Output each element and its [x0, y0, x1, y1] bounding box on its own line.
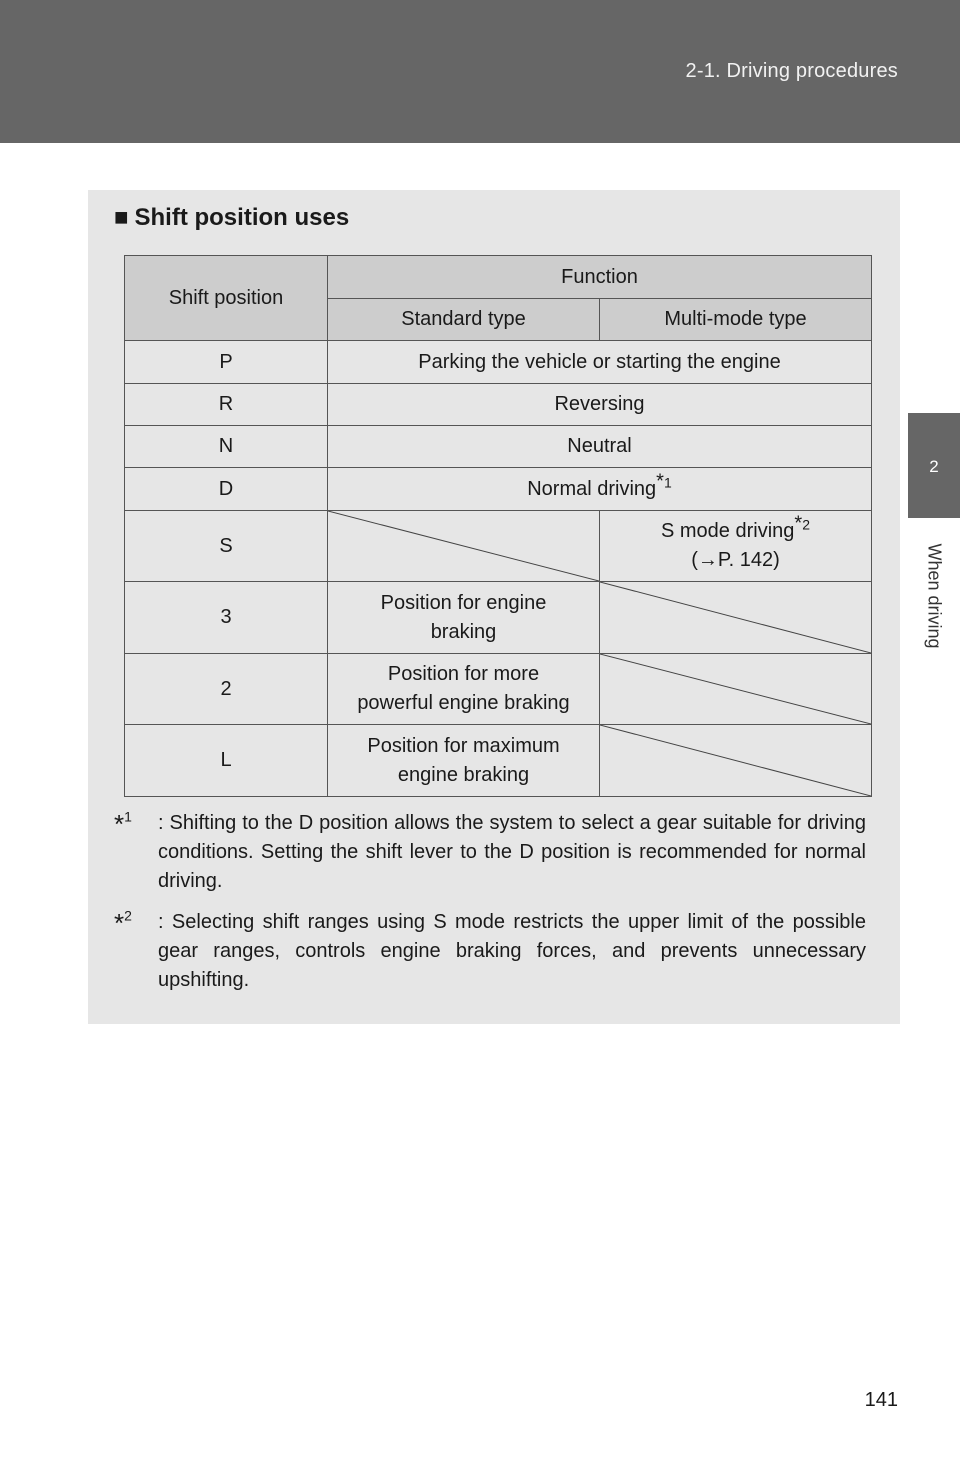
square-bullet-icon: ■: [114, 204, 129, 231]
section-breadcrumb: 2-1. Driving procedures: [685, 60, 898, 82]
position-cell: 2: [125, 654, 328, 725]
chapter-label: When driving: [924, 543, 945, 649]
position-cell: P: [125, 341, 328, 384]
function-cell: Reversing: [328, 384, 872, 426]
table-row: [125, 725, 872, 797]
header-function: Function: [328, 256, 872, 299]
diagonal-strike: [328, 511, 599, 581]
function-cell: Position for maximum engine braking: [328, 725, 600, 797]
header-standard-type: Standard type: [328, 299, 600, 341]
table-row: [125, 654, 872, 725]
not-applicable-cell: [600, 654, 872, 725]
header-multimode-type: Multi-mode type: [600, 299, 872, 341]
footnote-asterisk: *: [656, 469, 664, 492]
diagonal-strike: [600, 725, 871, 796]
header-bar: [0, 0, 960, 143]
not-applicable-cell: [600, 582, 872, 654]
footnote-marker: *$^1$: [114, 808, 132, 839]
position-cell: N: [125, 426, 328, 468]
table-row: [125, 582, 872, 654]
position-cell: R: [125, 384, 328, 426]
function-cell: [328, 468, 872, 511]
footnote-marker: *$^2$: [114, 907, 132, 938]
not-applicable-cell: [328, 511, 600, 582]
diagonal-strike: [600, 582, 871, 653]
not-applicable-cell: [600, 725, 872, 797]
position-cell: 3: [125, 582, 328, 654]
function-cell: Position for engine braking: [328, 582, 600, 654]
table-row: [125, 384, 872, 426]
position-cell: D: [125, 468, 328, 511]
position-cell: L: [125, 725, 328, 797]
diagonal-strike: [600, 654, 871, 724]
function-cell: S mode driving*$^2$ (→P. 142): [600, 511, 872, 582]
table-row: [125, 468, 872, 511]
footnote-1: [114, 809, 866, 896]
section-heading: [114, 204, 349, 232]
table-row: [125, 341, 872, 384]
footnote-asterisk: *: [794, 512, 803, 535]
position-cell: S: [125, 511, 328, 582]
table-row: [125, 426, 872, 468]
footnote-ref: 2: [802, 516, 810, 533]
footnote-text: : Shifting to the D position allows the system to select a gear suitable for driving conditions. Setting the shift lever to the D position is recommended for normal driving.: [158, 812, 866, 892]
section-title: Shift position uses: [134, 204, 350, 231]
table-row: [125, 511, 872, 582]
footnote-ref: 1: [663, 473, 672, 490]
footnote-text: : Selecting shift ranges using S mode restricts the upper limit of the possible gear ranges, controls engine braking forces, and prevents unnecessary upshifting.: [158, 911, 866, 991]
function-cell: Neutral: [328, 426, 872, 468]
shift-position-table: [124, 255, 872, 797]
function-cell: Position for more powerful engine braking: [328, 654, 600, 725]
page-number: 141: [864, 1389, 898, 1411]
chapter-number: 2: [929, 457, 939, 476]
function-cell: Parking the vehicle or starting the engine: [328, 341, 872, 384]
function-text: Normal driving: [527, 477, 657, 500]
footnote-2: [114, 908, 866, 995]
chapter-tab: [908, 413, 960, 518]
header-shift-position: Shift position: [125, 256, 328, 341]
